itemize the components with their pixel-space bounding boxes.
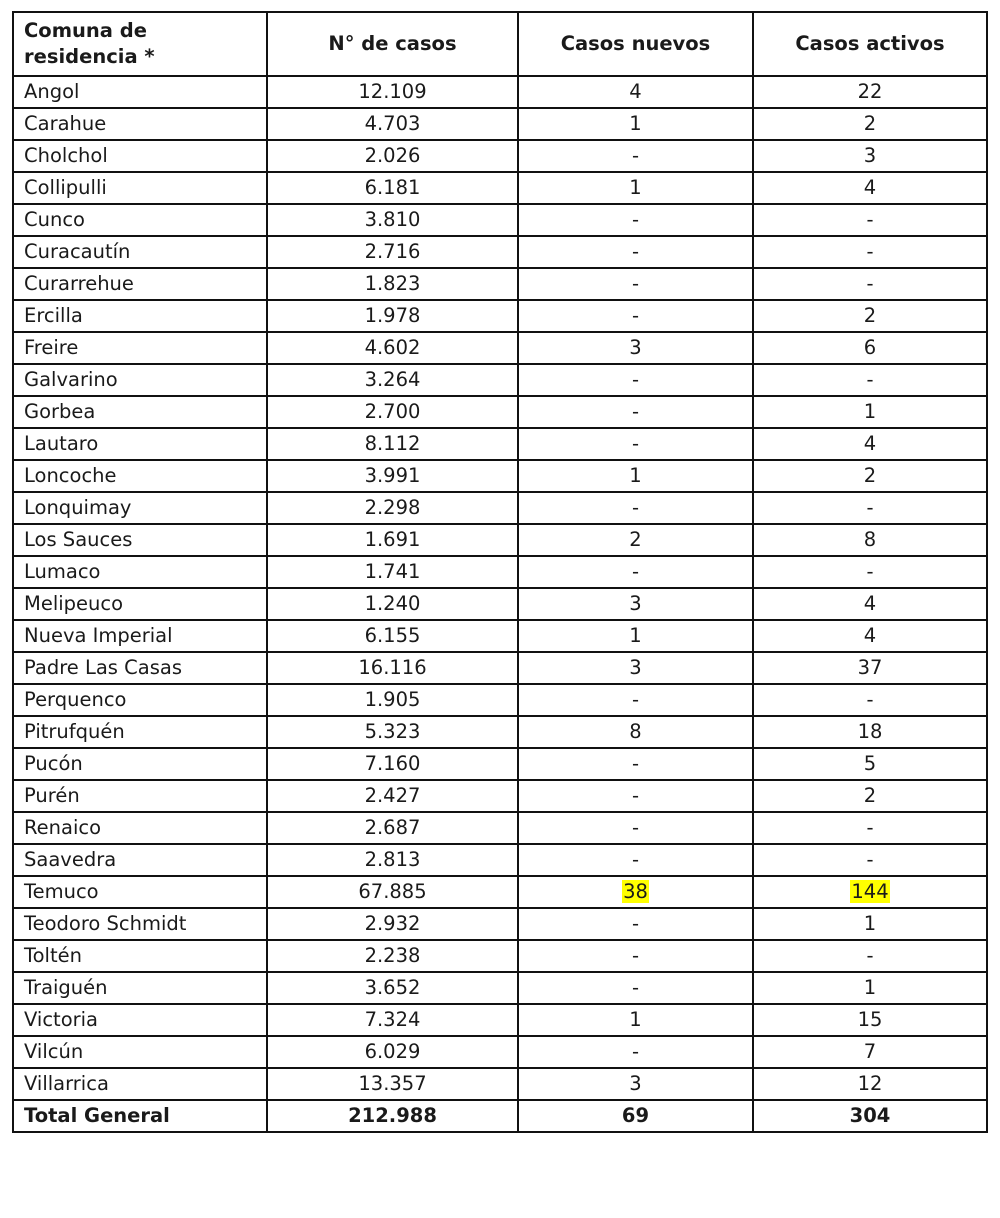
table-row bbox=[13, 940, 987, 972]
comuna-cell: Lautaro bbox=[13, 428, 267, 460]
comuna-cell: Purén bbox=[13, 780, 267, 812]
nuevos-cell: 3 bbox=[518, 1068, 753, 1100]
nuevos-cell: 3 bbox=[518, 332, 753, 364]
nuevos-cell: - bbox=[518, 972, 753, 1004]
activos-cell: 5 bbox=[753, 748, 987, 780]
nuevos-cell: - bbox=[518, 300, 753, 332]
comuna-cell: Traiguén bbox=[13, 972, 267, 1004]
casos-cell: 7.160 bbox=[267, 748, 518, 780]
nuevos-cell: - bbox=[518, 812, 753, 844]
casos-cell: 2.427 bbox=[267, 780, 518, 812]
nuevos-cell: - bbox=[518, 844, 753, 876]
activos-cell: - bbox=[753, 940, 987, 972]
nuevos-cell: - bbox=[518, 908, 753, 940]
casos-cell: 1.823 bbox=[267, 268, 518, 300]
table-row bbox=[13, 172, 987, 204]
activos-cell: 2 bbox=[753, 780, 987, 812]
activos-cell: 6 bbox=[753, 332, 987, 364]
casos-cell: 3.810 bbox=[267, 204, 518, 236]
casos-cell: 4.703 bbox=[267, 108, 518, 140]
activos-cell: 22 bbox=[753, 76, 987, 108]
nuevos-cell: - bbox=[518, 140, 753, 172]
activos-cell: 1 bbox=[753, 908, 987, 940]
table-row bbox=[13, 364, 987, 396]
comuna-cell: Victoria bbox=[13, 1004, 267, 1036]
table-row bbox=[13, 780, 987, 812]
table-row bbox=[13, 588, 987, 620]
nuevos-cell: 8 bbox=[518, 716, 753, 748]
activos-cell: - bbox=[753, 364, 987, 396]
header-comuna: Comuna de residencia * bbox=[13, 12, 267, 76]
cases-by-comuna-table bbox=[12, 11, 988, 1133]
casos-cell: 2.932 bbox=[267, 908, 518, 940]
activos-cell: - bbox=[753, 844, 987, 876]
activos-cell: 7 bbox=[753, 1036, 987, 1068]
activos-cell: 12 bbox=[753, 1068, 987, 1100]
total-label: Total General bbox=[13, 1100, 267, 1132]
comuna-cell: Cholchol bbox=[13, 140, 267, 172]
casos-cell: 6.181 bbox=[267, 172, 518, 204]
activos-cell: - bbox=[753, 236, 987, 268]
table-row bbox=[13, 460, 987, 492]
activos-cell: 2 bbox=[753, 460, 987, 492]
nuevos-cell: 2 bbox=[518, 524, 753, 556]
activos-cell: 2 bbox=[753, 108, 987, 140]
activos-cell: 1 bbox=[753, 396, 987, 428]
highlighted-value: 144 bbox=[851, 880, 889, 903]
activos-cell bbox=[753, 876, 987, 908]
table-row bbox=[13, 972, 987, 1004]
activos-cell: 4 bbox=[753, 172, 987, 204]
highlighted-value: 38 bbox=[623, 880, 648, 903]
activos-cell: 37 bbox=[753, 652, 987, 684]
nuevos-cell: 1 bbox=[518, 620, 753, 652]
casos-cell: 1.240 bbox=[267, 588, 518, 620]
comuna-cell: Lumaco bbox=[13, 556, 267, 588]
activos-cell: 15 bbox=[753, 1004, 987, 1036]
casos-cell: 7.324 bbox=[267, 1004, 518, 1036]
comuna-cell: Pucón bbox=[13, 748, 267, 780]
nuevos-cell: 3 bbox=[518, 588, 753, 620]
nuevos-cell: - bbox=[518, 556, 753, 588]
nuevos-cell: 1 bbox=[518, 1004, 753, 1036]
comuna-cell: Collipulli bbox=[13, 172, 267, 204]
table-row bbox=[13, 844, 987, 876]
nuevos-cell: 1 bbox=[518, 172, 753, 204]
table-row bbox=[13, 76, 987, 108]
comuna-cell: Padre Las Casas bbox=[13, 652, 267, 684]
comuna-cell: Ercilla bbox=[13, 300, 267, 332]
casos-cell: 4.602 bbox=[267, 332, 518, 364]
comuna-cell: Villarrica bbox=[13, 1068, 267, 1100]
nuevos-cell: 4 bbox=[518, 76, 753, 108]
comuna-cell: Perquenco bbox=[13, 684, 267, 716]
header-n-casos: N° de casos bbox=[267, 12, 518, 76]
activos-cell: - bbox=[753, 268, 987, 300]
total-nuevos: 69 bbox=[518, 1100, 753, 1132]
comuna-cell: Toltén bbox=[13, 940, 267, 972]
casos-cell: 2.026 bbox=[267, 140, 518, 172]
comuna-cell: Gorbea bbox=[13, 396, 267, 428]
activos-cell: 2 bbox=[753, 300, 987, 332]
nuevos-cell: - bbox=[518, 364, 753, 396]
activos-cell: 4 bbox=[753, 588, 987, 620]
table-row bbox=[13, 812, 987, 844]
nuevos-cell: - bbox=[518, 940, 753, 972]
casos-cell: 2.687 bbox=[267, 812, 518, 844]
nuevos-cell bbox=[518, 876, 753, 908]
comuna-cell: Los Sauces bbox=[13, 524, 267, 556]
activos-cell: - bbox=[753, 556, 987, 588]
table-row bbox=[13, 908, 987, 940]
comuna-cell: Lonquimay bbox=[13, 492, 267, 524]
table-row bbox=[13, 268, 987, 300]
casos-cell: 2.700 bbox=[267, 396, 518, 428]
table-row bbox=[13, 428, 987, 460]
table-row bbox=[13, 236, 987, 268]
casos-cell: 1.691 bbox=[267, 524, 518, 556]
activos-cell: - bbox=[753, 204, 987, 236]
casos-cell: 2.238 bbox=[267, 940, 518, 972]
nuevos-cell: - bbox=[518, 396, 753, 428]
comuna-cell: Pitrufquén bbox=[13, 716, 267, 748]
table-row bbox=[13, 492, 987, 524]
nuevos-cell: - bbox=[518, 428, 753, 460]
total-activos: 304 bbox=[753, 1100, 987, 1132]
casos-cell: 2.716 bbox=[267, 236, 518, 268]
comuna-cell: Galvarino bbox=[13, 364, 267, 396]
comuna-cell: Curarrehue bbox=[13, 268, 267, 300]
activos-cell: 8 bbox=[753, 524, 987, 556]
nuevos-cell: 1 bbox=[518, 460, 753, 492]
table-row bbox=[13, 556, 987, 588]
table-row bbox=[13, 684, 987, 716]
table-row bbox=[13, 1068, 987, 1100]
comuna-cell: Carahue bbox=[13, 108, 267, 140]
nuevos-cell: - bbox=[518, 236, 753, 268]
casos-cell: 2.298 bbox=[267, 492, 518, 524]
casos-cell: 3.652 bbox=[267, 972, 518, 1004]
activos-cell: 4 bbox=[753, 428, 987, 460]
table-row bbox=[13, 620, 987, 652]
nuevos-cell: - bbox=[518, 684, 753, 716]
casos-cell: 67.885 bbox=[267, 876, 518, 908]
header-casos-nuevos: Casos nuevos bbox=[518, 12, 753, 76]
activos-cell: 3 bbox=[753, 140, 987, 172]
table-row bbox=[13, 396, 987, 428]
table-row bbox=[13, 876, 987, 908]
activos-cell: 1 bbox=[753, 972, 987, 1004]
nuevos-cell: - bbox=[518, 780, 753, 812]
comuna-cell: Renaico bbox=[13, 812, 267, 844]
casos-cell: 5.323 bbox=[267, 716, 518, 748]
table-row bbox=[13, 204, 987, 236]
nuevos-cell: - bbox=[518, 492, 753, 524]
activos-cell: - bbox=[753, 812, 987, 844]
casos-cell: 1.905 bbox=[267, 684, 518, 716]
nuevos-cell: - bbox=[518, 204, 753, 236]
table-body bbox=[13, 76, 987, 1100]
nuevos-cell: 3 bbox=[518, 652, 753, 684]
table-row bbox=[13, 140, 987, 172]
casos-cell: 16.116 bbox=[267, 652, 518, 684]
table-row bbox=[13, 300, 987, 332]
casos-cell: 1.978 bbox=[267, 300, 518, 332]
comuna-cell: Saavedra bbox=[13, 844, 267, 876]
comuna-cell: Freire bbox=[13, 332, 267, 364]
total-row bbox=[13, 1100, 987, 1132]
casos-cell: 6.155 bbox=[267, 620, 518, 652]
table-row bbox=[13, 332, 987, 364]
casos-cell: 1.741 bbox=[267, 556, 518, 588]
nuevos-cell: - bbox=[518, 268, 753, 300]
activos-cell: 4 bbox=[753, 620, 987, 652]
casos-cell: 3.991 bbox=[267, 460, 518, 492]
casos-cell: 6.029 bbox=[267, 1036, 518, 1068]
comuna-cell: Temuco bbox=[13, 876, 267, 908]
casos-cell: 12.109 bbox=[267, 76, 518, 108]
comuna-cell: Melipeuco bbox=[13, 588, 267, 620]
total-casos: 212.988 bbox=[267, 1100, 518, 1132]
table-row bbox=[13, 1004, 987, 1036]
comuna-cell: Angol bbox=[13, 76, 267, 108]
table-row bbox=[13, 748, 987, 780]
nuevos-cell: - bbox=[518, 748, 753, 780]
casos-cell: 2.813 bbox=[267, 844, 518, 876]
nuevos-cell: 1 bbox=[518, 108, 753, 140]
comuna-cell: Vilcún bbox=[13, 1036, 267, 1068]
comuna-cell: Cunco bbox=[13, 204, 267, 236]
header-casos-activos: Casos activos bbox=[753, 12, 987, 76]
activos-cell: 18 bbox=[753, 716, 987, 748]
comuna-cell: Teodoro Schmidt bbox=[13, 908, 267, 940]
casos-cell: 13.357 bbox=[267, 1068, 518, 1100]
table-row bbox=[13, 524, 987, 556]
table-row bbox=[13, 652, 987, 684]
header-row bbox=[13, 12, 987, 76]
comuna-cell: Loncoche bbox=[13, 460, 267, 492]
table-row bbox=[13, 716, 987, 748]
casos-cell: 8.112 bbox=[267, 428, 518, 460]
table-row bbox=[13, 108, 987, 140]
activos-cell: - bbox=[753, 684, 987, 716]
comuna-cell: Curacautín bbox=[13, 236, 267, 268]
activos-cell: - bbox=[753, 492, 987, 524]
nuevos-cell: - bbox=[518, 1036, 753, 1068]
casos-cell: 3.264 bbox=[267, 364, 518, 396]
comuna-cell: Nueva Imperial bbox=[13, 620, 267, 652]
table-row bbox=[13, 1036, 987, 1068]
